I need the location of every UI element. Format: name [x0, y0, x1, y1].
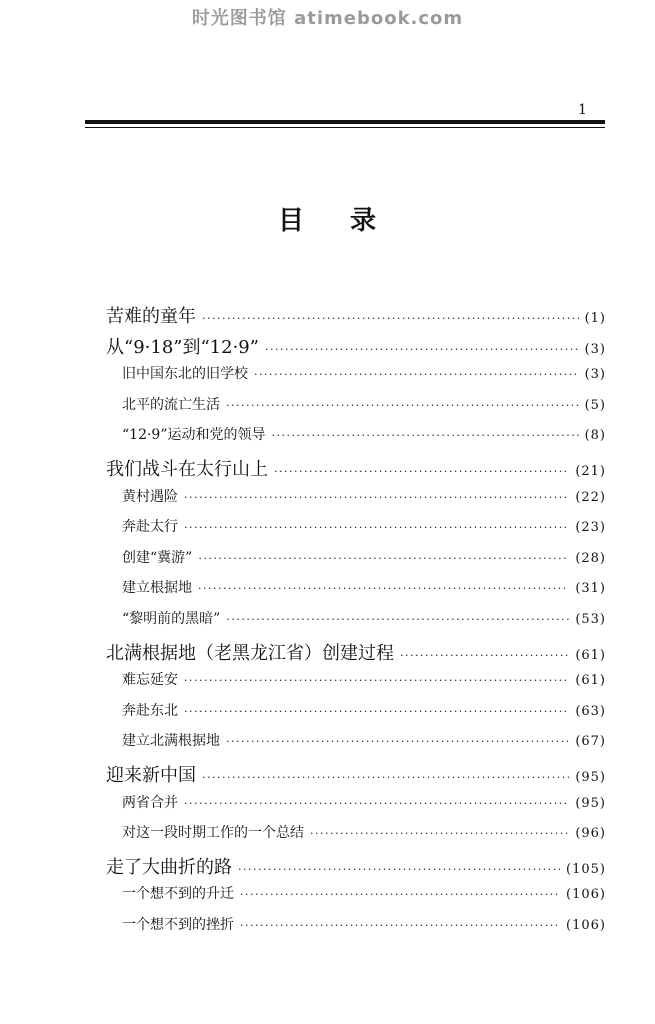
toc-entry-label: “12·9”运动和党的领导: [122, 427, 266, 444]
toc-entry-label: 苦难的童年: [106, 306, 196, 327]
dot-leader: [272, 429, 579, 442]
toc-entry-label: 我们战斗在太行山上: [106, 458, 268, 480]
dot-leader: [226, 735, 569, 748]
toc-section-entry: [106, 792, 606, 823]
toc-entry-label: 走了大曲折的路: [106, 856, 232, 878]
toc-section-entry: [106, 822, 606, 853]
toc-entry-label: 从“9·18”到“12·9”: [106, 336, 259, 358]
toc-section-entry: [106, 730, 606, 761]
dot-leader: [238, 863, 560, 876]
toc-entry-label: 迎来新中国: [106, 764, 196, 786]
toc-chapter-entry: [106, 761, 606, 792]
dot-leader: [184, 521, 569, 534]
toc-section-entry: [106, 608, 606, 639]
dot-leader: [202, 312, 579, 325]
toc-entry-page: (105): [566, 861, 606, 877]
dot-leader: [400, 649, 569, 662]
toc-entry-label: 一个想不到的升迁: [122, 886, 234, 903]
dot-leader: [202, 771, 569, 784]
toc-entry-label: 建立北满根据地: [122, 733, 220, 750]
toc-entry-page: (61): [575, 647, 606, 663]
toc-section-entry: [106, 424, 606, 455]
header-rule-thin: [85, 127, 605, 128]
toc-entry-page: (106): [566, 917, 606, 933]
toc-entry-page: (31): [575, 581, 606, 597]
toc-section-entry: [106, 914, 606, 945]
toc-title: 目录: [277, 206, 422, 236]
toc-entry-label: 奔赴东北: [122, 702, 178, 719]
dot-leader: [226, 399, 579, 412]
toc-entry-label: “黎明前的黑暗”: [122, 610, 221, 627]
toc-entry-page: (95): [575, 769, 606, 785]
toc-entry-label: 旧中国东北的旧学校: [122, 366, 248, 383]
dot-leader: [240, 888, 560, 901]
toc-section-entry: [106, 547, 606, 578]
toc-section-entry: [106, 394, 606, 425]
toc-entry-page: (3): [584, 341, 606, 357]
toc-entry-page: (63): [575, 703, 606, 719]
toc-entry-page: (21): [575, 463, 606, 479]
dot-leader: [240, 919, 560, 932]
page-number: 1: [578, 102, 587, 118]
toc-entry-page: (22): [575, 489, 606, 505]
toc-entry-page: (96): [575, 826, 606, 842]
dot-leader: [198, 552, 569, 565]
toc-chapter-entry: [106, 455, 606, 486]
dot-leader: [184, 491, 569, 504]
watermark-text: 时光图书馆 atimebook.com: [191, 8, 464, 29]
dot-leader: [254, 368, 579, 381]
toc-entry-label: 创建“冀游”: [122, 549, 193, 566]
toc-entry-page: (23): [575, 520, 606, 536]
toc-entry-page: (3): [584, 367, 606, 383]
toc-entry-label: 奔赴太行: [122, 519, 178, 536]
toc-section-entry: [106, 516, 606, 547]
dot-leader: [274, 465, 569, 478]
toc-section-entry: [106, 363, 606, 394]
toc-entry-label: 黄村遇险: [122, 488, 178, 505]
dot-leader: [184, 705, 569, 718]
dot-leader: [184, 674, 569, 687]
toc-chapter-entry: [106, 302, 606, 333]
toc-entry-page: (95): [575, 795, 606, 811]
toc-section-entry: [106, 486, 606, 517]
toc-chapter-entry: [106, 853, 606, 884]
toc-entry-label: 两省合并: [122, 794, 178, 811]
dot-leader: [226, 613, 569, 626]
toc-entry-page: (53): [575, 611, 606, 627]
toc-chapter-entry: [106, 333, 606, 364]
dot-leader: [265, 343, 579, 356]
toc-chapter-entry: [106, 639, 606, 670]
toc-section-entry: [106, 577, 606, 608]
toc-entry-page: (1): [584, 311, 606, 326]
header-rule-thick: [85, 120, 605, 124]
dot-leader: [184, 797, 569, 810]
toc-entry-page: (8): [584, 428, 606, 444]
dot-leader: [198, 582, 569, 595]
toc-entry-page: (67): [575, 734, 606, 750]
dot-leader: [310, 827, 569, 840]
toc-entry-page: (5): [584, 397, 606, 413]
toc-entry-label: 对这一段时期工作的一个总结: [122, 825, 304, 842]
toc-section-entry: [106, 883, 606, 914]
toc-entry-page: (61): [575, 673, 606, 689]
toc-entry-label: 一个想不到的挫折: [122, 916, 234, 933]
toc-entry-label: 难忘延安: [122, 672, 178, 689]
toc-entry-label: 北平的流亡生活: [122, 396, 220, 413]
toc-entry-page: (106): [566, 887, 606, 903]
table-of-contents: [106, 302, 606, 944]
toc-entry-page: (28): [575, 550, 606, 566]
toc-entry-label: 北满根据地（老黑龙江省）创建过程: [106, 642, 394, 664]
toc-section-entry: [106, 669, 606, 700]
toc-entry-label: 建立根据地: [122, 580, 192, 597]
toc-section-entry: [106, 700, 606, 731]
